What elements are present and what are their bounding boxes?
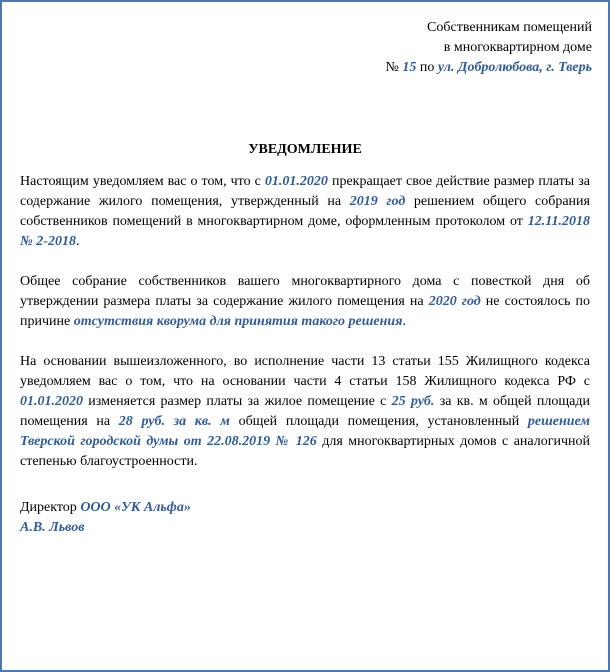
signature-block: [20, 498, 191, 538]
company-name: ООО «УК Альфа»: [80, 500, 191, 515]
p3-new-price: 28 руб. за кв. м: [118, 414, 230, 429]
signature-position: Директор: [20, 500, 81, 515]
addressee-line-3: [386, 58, 593, 78]
house-number: 15: [402, 60, 417, 75]
house-address: ул. Добролюбова, г. Тверь: [437, 60, 592, 75]
address-prefix: по: [416, 60, 438, 75]
p1-termination-date: 01.01.2020: [264, 174, 328, 189]
paragraph-2: [20, 272, 590, 332]
p2-reason: отсутствия кворума для принятия такого решения: [73, 314, 403, 329]
addressee-block: [386, 18, 593, 78]
p1-text-2: прекращает свое действие размер платы за содержание жилого помещения, утвержденный на: [20, 174, 591, 209]
signature-position-line: [20, 498, 191, 518]
p1-text-3: решением общего собрания собственников помещений в многоквартирном доме, оформленным протоколом от: [20, 194, 590, 229]
p3-text-3: за кв. м общей площади помещения на: [20, 394, 590, 429]
p1-year: 2019 год: [349, 194, 406, 209]
addressee-line-1: Собственникам помещений: [427, 20, 592, 35]
document-body: [20, 172, 590, 492]
paragraph-3: [20, 352, 590, 472]
p3-text-2: изменяется размер платы за жилое помещение с: [83, 394, 392, 409]
p2-year: 2020 год: [428, 294, 481, 309]
addressee-line-2: в многоквартирном доме: [443, 40, 592, 55]
paragraph-1: [20, 172, 590, 252]
signatory-name: А.В. Львов: [20, 520, 85, 535]
p2-text-2: не состоялось по причине: [20, 294, 590, 329]
p1-text-1: Настоящим уведомляем вас о том, что с: [20, 174, 265, 189]
p3-old-price: 25 руб.: [391, 394, 435, 409]
p2-text-1: Общее собрание собственников вашего многоквартирного дома с повесткой дня об утверждении размера платы за содержание жилого помещения на: [20, 274, 590, 309]
p3-text-1: На основании вышеизложенного, во исполнение части 13 статьи 155 Жилищного кодекса уведомляем вас о том, что на основании части 4 статьи 158 Жилищного кодекса РФ с: [20, 354, 590, 389]
number-prefix: №: [385, 60, 403, 75]
p3-decision: решением Тверской городской думы от 22.08.2019 № 126: [20, 414, 590, 449]
p2-text-3: .: [402, 314, 406, 329]
p3-text-5: для многоквартирных домов с аналогичной степенью благоустроенности.: [20, 434, 591, 469]
p3-text-4: общей площади помещения, установленный: [229, 414, 528, 429]
p1-text-4: .: [75, 234, 80, 249]
p1-protocol: 12.11.2018 № 2-2018: [20, 214, 590, 249]
document-title: УВЕДОМЛЕНИЕ: [248, 142, 362, 157]
p3-change-date: 01.01.2020: [20, 394, 83, 409]
